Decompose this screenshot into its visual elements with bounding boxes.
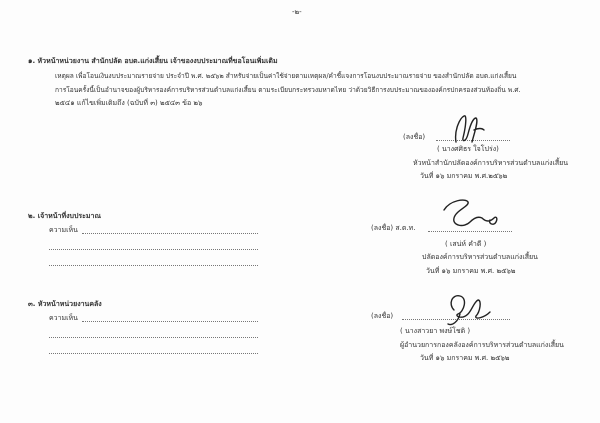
section2-signature [436, 196, 506, 232]
section2-name: ( เสน่ห์ คำดี ) [445, 240, 487, 248]
section3-name: ( นางสาวยา พงษ์โชติ ) [400, 327, 471, 335]
section3-signature [440, 290, 500, 330]
section3-opinion-line2 [49, 337, 258, 338]
section2-heading: ๒. เจ้าหน้าที่งบประมาณ [28, 212, 101, 220]
page-number: -๒- [292, 8, 302, 16]
section1-heading: ๑. หัวหน้าหน่วยงาน สำนักปลัด อบต.แก่งเสี้ยน เจ้าของงบประมาณที่ขอโอนเพิ่มเติม [28, 57, 278, 65]
section3-opinion-line3 [49, 353, 258, 354]
section3-position: ผู้อำนวยการกองคลังองค์การบริหารส่วนตำบลแก่งเสี้ยน [400, 341, 564, 349]
section1-reason-line3: ๒๕๔๑ แก้ไขเพิ่มเติมถึง (ฉบับที่ ๓) ๒๕๔๓ ข้อ ๒๖ [55, 99, 203, 107]
section2-sign-prefix: (ลงชื่อ) ส.ต.ท. [371, 224, 416, 232]
section3-date: วันที่ ๑๖ มกราคม พ.ศ. ๒๕๖๒ [420, 354, 510, 362]
section1-reason-line1: เหตุผล เพื่อโอนเงินงบประมาณรายจ่าย ประจำปี พ.ศ. ๒๕๖๒ สำหรับจ่ายเป็นค่าใช้จ่ายตามเหตุผล/คำชี้แจงการโอนงบประมาณรายจ่าย ของสำนักปลัด อบต.แก่งเสี้ยน [55, 72, 517, 80]
section2-opinion-line3 [49, 265, 258, 266]
section1-date: วันที่ ๑๖ มกราคม พ.ศ.๒๕๖๒ [420, 172, 508, 180]
section1-position: หัวหน้าสำนักปลัดองค์การบริหารส่วนตำบลแก่งเสี้ยน [413, 159, 569, 167]
section2-opinion-line2 [49, 249, 258, 250]
section2-opinion-label: ความเห็น [49, 226, 78, 234]
section1-sign-prefix: (ลงชื่อ) [403, 133, 426, 141]
section3-opinion-line1 [82, 321, 258, 322]
section3-sign-prefix: (ลงชื่อ) [371, 312, 394, 320]
section2-opinion-line1 [82, 233, 258, 234]
section1-name: ( นางศศิธร ใจโปร่ง) [437, 145, 499, 153]
section3-heading: ๓. หัวหน้าหน่วยงานคลัง [28, 300, 102, 308]
section2-position: ปลัดองค์การบริหารส่วนตำบลแก่งเสี้ยน [422, 253, 538, 261]
section2-date: วันที่ ๑๖ มกราคม พ.ศ. ๒๕๖๒ [426, 267, 516, 275]
section3-opinion-label: ความเห็น [49, 314, 78, 322]
section1-reason-line2: การโอนครั้งนี้เป็นอำนาจของผู้บริหารองค์การบริหารส่วนตำบลแก่งเสี้ยน ตามระเบียบกระทรวงมหาดไทย ว่าด้วยวิธีการงบประมาณขององค์กรปกครองส่วนท้องถิ่น พ.ศ. [55, 86, 521, 94]
